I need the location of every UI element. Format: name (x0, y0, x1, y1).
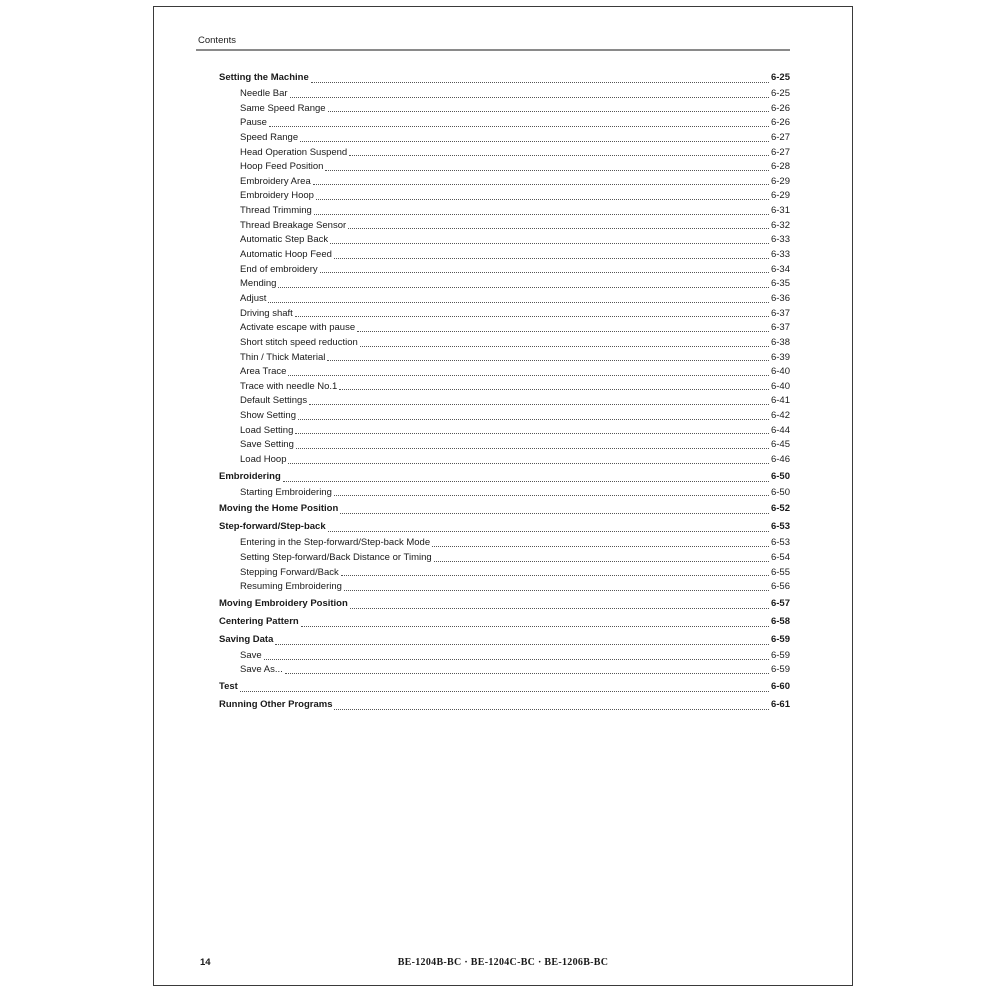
toc-dot-leader (341, 575, 769, 576)
toc-subsection-entry (219, 292, 790, 307)
toc-entry-title: Step-forward/Step-back (219, 521, 326, 533)
toc-subsection-entry (219, 486, 790, 501)
toc-dot-leader (309, 404, 769, 405)
toc-entry-title: Automatic Hoop Feed (240, 249, 332, 261)
toc-entry-page: 6-56 (770, 581, 790, 593)
toc-dot-leader (311, 82, 769, 83)
toc-entry-title: Automatic Step Back (240, 234, 329, 246)
toc-dot-leader (288, 463, 769, 464)
toc-subsection-entry (219, 146, 790, 161)
toc-entry-page: 6-41 (770, 395, 790, 407)
toc-subsection-entry (219, 664, 790, 679)
toc-subsection-entry (219, 175, 790, 190)
toc-entry-title: Embroidery Area (240, 175, 311, 187)
toc-entry-title: Pause (240, 117, 267, 129)
toc-dot-leader (328, 111, 769, 112)
toc-section-entry (219, 678, 790, 696)
toc-entry-title: Save Setting (240, 439, 294, 451)
toc-subsection-entry (219, 307, 790, 322)
toc-entry-page: 6-50 (770, 470, 790, 482)
toc-entry-page: 6-37 (770, 322, 790, 334)
toc-dot-leader (295, 433, 769, 434)
toc-entry-page: 6-33 (770, 234, 790, 246)
toc-entry-title: Test (219, 681, 238, 693)
toc-dot-leader (339, 389, 769, 390)
toc-entry-page: 6-57 (770, 597, 790, 609)
toc-entry-title: Trace with needle No.1 (240, 380, 338, 392)
toc-dot-leader (434, 561, 769, 562)
toc-subsection-entry (219, 438, 790, 453)
toc-entry-title: Stepping Forward/Back (240, 566, 339, 578)
toc-entry-page: 6-25 (770, 87, 790, 99)
toc-subsection-entry (219, 351, 790, 366)
toc-entry-page: 6-50 (770, 486, 790, 498)
model-names: BE-1204B-BC · BE-1204C-BC · BE-1206B-BC (397, 957, 609, 968)
toc-entry-page: 6-52 (770, 503, 790, 515)
toc-subsection-entry (219, 102, 790, 117)
toc-subsection-entry (219, 263, 790, 278)
toc-dot-leader (296, 448, 769, 449)
toc-entry-page: 6-27 (770, 131, 790, 143)
toc-dot-leader (300, 141, 769, 142)
toc-section-entry (219, 613, 790, 631)
toc-entry-page: 6-33 (770, 249, 790, 261)
toc-entry-page: 6-35 (770, 278, 790, 290)
toc-dot-leader (288, 375, 769, 376)
toc-subsection-entry (219, 453, 790, 468)
toc-entry-page: 6-38 (770, 336, 790, 348)
toc-dot-leader (320, 272, 769, 273)
toc-subsection-entry (219, 336, 790, 351)
toc-dot-leader (334, 709, 769, 710)
toc-dot-leader (316, 199, 769, 200)
toc-entry-page: 6-40 (770, 380, 790, 392)
toc-entry-page: 6-59 (770, 649, 790, 661)
toc-entry-page: 6-59 (770, 664, 790, 676)
toc-entry-page: 6-58 (770, 615, 790, 627)
toc-entry-title: Resuming Embroidering (240, 581, 342, 593)
toc-entry-page: 6-39 (770, 351, 790, 363)
toc-subsection-entry (219, 219, 790, 234)
toc-subsection-entry (219, 277, 790, 292)
toc-entry-title: Moving the Home Position (219, 503, 339, 515)
toc-subsection-entry (219, 551, 790, 566)
toc-entry-title: Short stitch speed reduction (240, 336, 358, 348)
toc-dot-leader (283, 481, 769, 482)
toc-dot-leader (275, 644, 769, 645)
toc-dot-leader (344, 590, 769, 591)
toc-entry-title: Moving Embroidery Position (219, 597, 348, 609)
toc-entry-title: Entering in the Step-forward/Step-back Mode (240, 537, 431, 549)
toc-subsection-entry (219, 248, 790, 263)
toc-dot-leader (334, 258, 769, 259)
header-title: Contents (198, 35, 237, 46)
toc-entry-page: 6-29 (770, 190, 790, 202)
toc-entry-page: 6-45 (770, 439, 790, 451)
toc-entry-title: Thin / Thick Material (240, 351, 326, 363)
toc-entry-page: 6-53 (770, 521, 790, 533)
toc-entry-title: Setting the Machine (219, 72, 309, 83)
toc-dot-leader (313, 184, 769, 185)
toc-entry-page: 6-25 (770, 72, 790, 83)
toc-dot-leader (432, 546, 769, 547)
toc-entry-title: Hoop Feed Position (240, 161, 324, 173)
toc-dot-leader (348, 228, 769, 229)
toc-dot-leader (327, 360, 769, 361)
toc-dot-leader (360, 346, 769, 347)
toc-section-entry (219, 696, 790, 714)
toc-subsection-entry (219, 566, 790, 581)
toc-entry-page: 6-60 (770, 681, 790, 693)
toc-dot-leader (285, 673, 769, 674)
toc-subsection-entry (219, 424, 790, 439)
toc-subsection-entry (219, 365, 790, 380)
toc-subsection-entry (219, 87, 790, 102)
toc-entry-title: Show Setting (240, 410, 296, 422)
toc-entry-title: Driving shaft (240, 307, 293, 319)
toc-entry-page: 6-40 (770, 366, 790, 378)
table-of-contents (219, 69, 790, 714)
toc-entry-page: 6-29 (770, 175, 790, 187)
toc-entry-title: Embroidering (219, 470, 281, 482)
toc-entry-page: 6-54 (770, 551, 790, 563)
toc-entry-page: 6-31 (770, 205, 790, 217)
toc-dot-leader (301, 626, 769, 627)
toc-entry-title: Save (240, 649, 262, 661)
toc-entry-page: 6-28 (770, 161, 790, 173)
toc-subsection-entry (219, 204, 790, 219)
toc-section-entry (219, 468, 790, 486)
toc-entry-title: Load Hoop (240, 454, 287, 465)
toc-entry-page: 6-61 (770, 699, 790, 711)
toc-subsection-entry (219, 116, 790, 131)
toc-dot-leader (268, 302, 769, 303)
toc-subsection-entry (219, 380, 790, 395)
toc-dot-leader (278, 287, 769, 288)
header-rule (196, 49, 790, 51)
toc-subsection-entry (219, 189, 790, 204)
document-page (153, 6, 853, 986)
toc-dot-leader (240, 691, 769, 692)
toc-dot-leader (295, 316, 769, 317)
toc-entry-title: Speed Range (240, 131, 299, 143)
toc-entry-title: Embroidery Hoop (240, 190, 314, 202)
toc-entry-title: Load Setting (240, 424, 294, 436)
toc-entry-page: 6-53 (770, 537, 790, 549)
toc-entry-page: 6-27 (770, 146, 790, 158)
toc-dot-leader (269, 126, 769, 127)
toc-entry-page: 6-42 (770, 410, 790, 422)
toc-subsection-entry (219, 536, 790, 551)
toc-dot-leader (349, 155, 769, 156)
toc-entry-title: Save As... (240, 664, 283, 676)
toc-entry-title: Activate escape with pause (240, 322, 356, 334)
toc-section-entry (219, 631, 790, 649)
toc-entry-title: Needle Bar (240, 87, 288, 99)
toc-dot-leader (264, 659, 769, 660)
page-number: 14 (200, 957, 211, 968)
toc-entry-title: Same Speed Range (240, 102, 326, 114)
toc-entry-page: 6-46 (770, 454, 790, 465)
toc-entry-title: End of embroidery (240, 263, 318, 275)
toc-entry-title: Thread Trimming (240, 205, 312, 217)
toc-subsection-entry (219, 131, 790, 146)
toc-entry-page: 6-36 (770, 292, 790, 304)
toc-entry-page: 6-32 (770, 219, 790, 231)
toc-entry-page: 6-55 (770, 566, 790, 578)
toc-dot-leader (334, 495, 769, 496)
toc-dot-leader (298, 419, 769, 420)
toc-subsection-entry (219, 649, 790, 664)
toc-entry-title: Default Settings (240, 395, 308, 407)
toc-entry-page: 6-26 (770, 102, 790, 114)
toc-dot-leader (290, 97, 769, 98)
toc-entry-title: Starting Embroidering (240, 486, 332, 498)
toc-entry-title: Area Trace (240, 366, 287, 378)
toc-dot-leader (340, 513, 769, 514)
toc-entry-title: Saving Data (219, 633, 274, 645)
toc-dot-leader (328, 531, 769, 532)
toc-entry-page: 6-37 (770, 307, 790, 319)
toc-section-entry (219, 595, 790, 613)
toc-entry-page: 6-34 (770, 263, 790, 275)
toc-subsection-entry (219, 160, 790, 175)
toc-entry-title: Setting Step-forward/Back Distance or Timing (240, 551, 432, 563)
toc-section-entry (219, 69, 790, 87)
toc-entry-title: Mending (240, 278, 277, 290)
toc-section-entry (219, 500, 790, 518)
toc-entry-page: 6-26 (770, 117, 790, 129)
toc-entry-title: Adjust (240, 292, 267, 304)
toc-dot-leader (330, 243, 769, 244)
toc-entry-title: Thread Breakage Sensor (240, 219, 347, 231)
toc-section-entry (219, 518, 790, 536)
toc-dot-leader (357, 331, 769, 332)
toc-dot-leader (325, 170, 769, 171)
toc-entry-page: 6-44 (770, 424, 790, 436)
toc-subsection-entry (219, 233, 790, 248)
toc-subsection-entry (219, 394, 790, 409)
toc-subsection-entry (219, 409, 790, 424)
toc-entry-title: Head Operation Suspend (240, 146, 348, 158)
toc-entry-title: Centering Pattern (219, 615, 299, 627)
toc-subsection-entry (219, 580, 790, 595)
toc-entry-title: Running Other Programs (219, 699, 333, 711)
toc-subsection-entry (219, 321, 790, 336)
toc-dot-leader (350, 608, 769, 609)
toc-entry-page: 6-59 (770, 633, 790, 645)
toc-dot-leader (314, 214, 769, 215)
